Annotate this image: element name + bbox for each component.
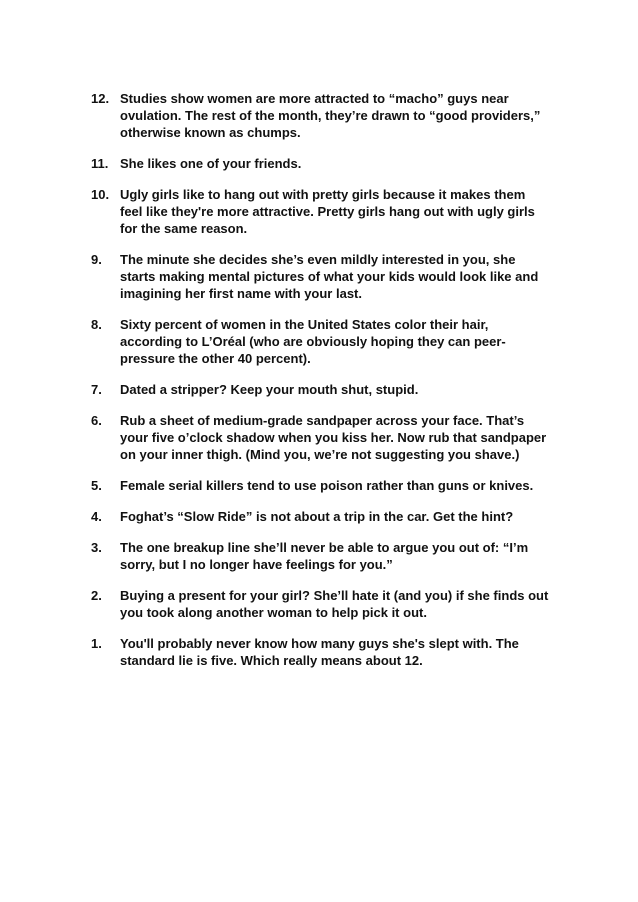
list-item — [91, 251, 551, 302]
item-number: 11. — [91, 156, 109, 171]
item-text: Foghat’s “Slow Ride” is not about a trip in the car. Get the hint? — [120, 509, 514, 524]
item-number: 1. — [91, 636, 102, 651]
item-number: 10. — [91, 187, 110, 202]
item-text: Studies show women are more attracted to “macho” guys near ovulation. The rest of the month, they’re drawn to “good providers,” otherwise known as chumps. — [120, 91, 541, 140]
item-number: 12. — [91, 91, 110, 106]
item-number: 4. — [91, 509, 102, 524]
item-text: Ugly girls like to hang out with pretty girls because it makes them feel like they're more attractive. Pretty girls hang out with ugly girls for the same reason. — [120, 187, 535, 236]
item-number: 2. — [91, 588, 102, 603]
list-item — [91, 477, 551, 494]
list-item — [91, 155, 551, 172]
list-item — [91, 539, 551, 573]
item-number: 5. — [91, 478, 102, 493]
item-text: Rub a sheet of medium-grade sandpaper across your face. That’s your five o’clock shadow when you kiss her. Now rub that sandpaper on your inner thigh. (Mind you, we’re not suggesting you shave.) — [120, 413, 547, 462]
item-text: You'll probably never know how many guys she's slept with. The standard lie is five. Which really means about 12. — [120, 636, 519, 668]
item-text: The one breakup line she’ll never be able to argue you out of: “I’m sorry, but I no longer have feelings for you.” — [120, 540, 529, 572]
item-text: The minute she decides she’s even mildly interested in you, she starts making mental pictures of what your kids would look like and imagining her first name with your last. — [120, 252, 539, 301]
item-text: She likes one of your friends. — [120, 156, 302, 171]
item-text: Dated a stripper? Keep your mouth shut, stupid. — [120, 382, 419, 397]
item-text: Sixty percent of women in the United States color their hair, according to L’Oréal (who are obviously hoping they can peer- pressure the other 40 percent). — [120, 317, 506, 366]
list-item — [91, 587, 551, 621]
list-item — [91, 635, 551, 669]
list-item — [91, 186, 551, 237]
list-item — [91, 381, 551, 398]
item-text: Buying a present for your girl? She’ll hate it (and you) if she finds out you took along another woman to help pick it out. — [120, 588, 549, 620]
item-text: Female serial killers tend to use poison rather than guns or knives. — [120, 478, 534, 493]
item-number: 6. — [91, 413, 102, 428]
list-item — [91, 412, 551, 463]
item-number: 9. — [91, 252, 102, 267]
list-item — [91, 316, 551, 367]
item-number: 7. — [91, 382, 102, 397]
item-number: 8. — [91, 317, 102, 332]
list-item — [91, 90, 551, 141]
numbered-list — [91, 90, 551, 683]
item-number: 3. — [91, 540, 102, 555]
list-item — [91, 508, 551, 525]
